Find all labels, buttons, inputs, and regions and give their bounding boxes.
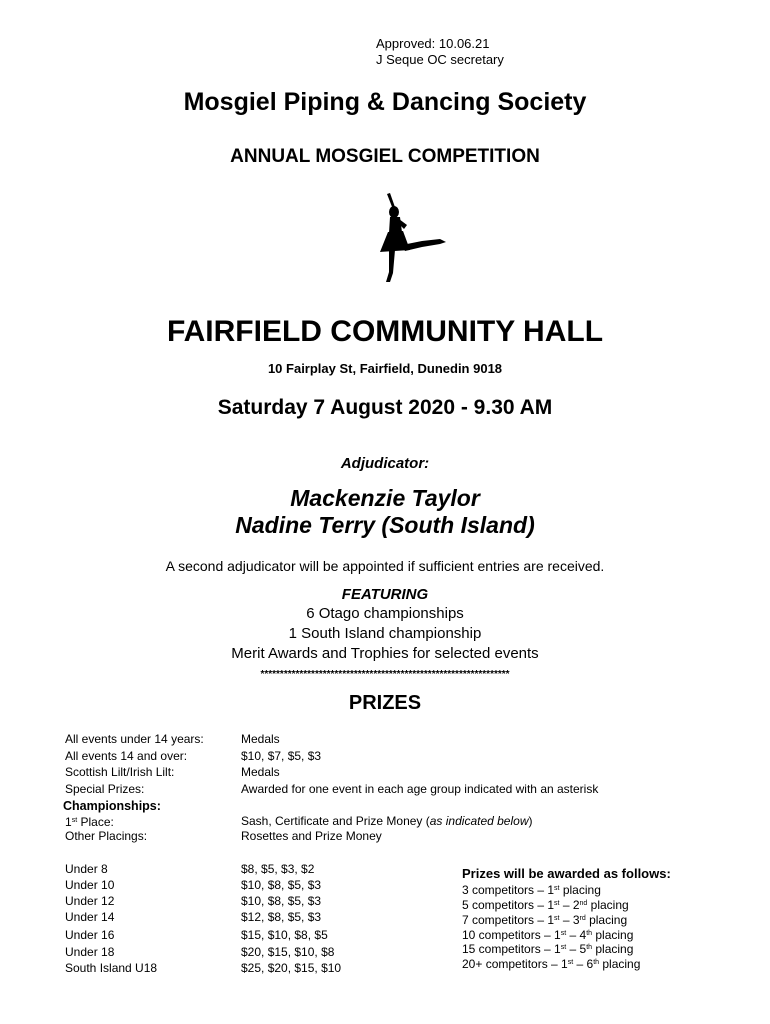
- highland-dancer-silhouette: [360, 188, 450, 286]
- age-group-label: Under 8: [65, 862, 108, 876]
- age-group-prizes: $20, $15, $10, $8: [241, 945, 335, 959]
- award-rule: 3 competitors – 1st placing: [462, 883, 601, 897]
- prize-value: Medals: [241, 732, 280, 746]
- featuring-heading: FEATURING: [341, 586, 429, 603]
- adjudicator-name: Mackenzie Taylor: [290, 485, 480, 511]
- venue-hall: FAIRFIELD COMMUNITY HALL: [166, 315, 604, 348]
- age-group-label: Under 12: [65, 894, 115, 908]
- award-rules-heading: Prizes will be awarded as follows:: [462, 866, 671, 881]
- prize-value: Medals: [241, 765, 280, 779]
- age-group-prizes: $10, $8, $5, $3: [241, 878, 322, 892]
- event-date: Saturday 7 August 2020 - 9.30 AM: [217, 396, 553, 419]
- prize-label: All events 14 and over:: [65, 749, 188, 763]
- adjudicator-name: Nadine Terry (South Island): [235, 512, 535, 538]
- competition-title: ANNUAL MOSGIEL COMPETITION: [230, 146, 540, 167]
- award-rule: 10 competitors – 1st – 4th placing: [462, 928, 634, 942]
- award-rule: 7 competitors – 1st – 3rd placing: [462, 913, 628, 927]
- age-group-prizes: $15, $10, $8, $5: [241, 928, 328, 942]
- age-group-label: Under 10: [65, 878, 115, 892]
- age-group-prizes: $25, $20, $15, $10: [241, 961, 342, 975]
- prize-label: All events under 14 years:: [65, 732, 204, 746]
- prize-label: Scottish Lilt/Irish Lilt:: [65, 765, 175, 779]
- featuring-line: Merit Awards and Trophies for selected events: [231, 645, 539, 662]
- approval-date: Approved: 10.06.21: [376, 36, 490, 51]
- award-rule: 15 competitors – 1st – 5th placing: [462, 942, 634, 956]
- prize-label: Special Prizes:: [65, 782, 145, 796]
- championships-heading: Championships:: [63, 799, 161, 813]
- approval-note: [376, 36, 504, 68]
- age-group-label: Under 16: [65, 928, 115, 942]
- prize-value: $10, $7, $5, $3: [241, 749, 322, 763]
- society-title: Mosgiel Piping & Dancing Society: [183, 88, 587, 116]
- venue-address: 10 Fairplay St, Fairfield, Dunedin 9018: [267, 361, 503, 376]
- age-group-prizes: $10, $8, $5, $3: [241, 894, 322, 908]
- age-group-prizes: $12, $8, $5, $3: [241, 910, 322, 924]
- prize-value: Awarded for one event in each age group indicated with an asterisk: [241, 782, 599, 796]
- featuring-line: 6 Otago championships: [306, 605, 464, 622]
- prizes-heading: PRIZES: [348, 692, 422, 714]
- divider: ****************************************************************: [260, 669, 510, 680]
- age-group-label: Under 18: [65, 945, 115, 959]
- award-rule: 5 competitors – 1st – 2nd placing: [462, 898, 629, 912]
- age-group-prizes: $8, $5, $3, $2: [241, 862, 315, 876]
- prize-label: 1st Place:: [65, 815, 114, 829]
- award-rule: 20+ competitors – 1st – 6th placing: [462, 957, 641, 971]
- prize-value: Sash, Certificate and Prize Money (as indicated below): [241, 814, 533, 828]
- approval-signatory: J Seque OC secretary: [376, 52, 504, 67]
- age-group-label: South Island U18: [65, 961, 158, 975]
- adjudicator-label: Adjudicator:: [340, 455, 430, 472]
- prize-value: Rosettes and Prize Money: [241, 829, 382, 843]
- featuring-line: 1 South Island championship: [288, 625, 482, 642]
- adjudicator-note: A second adjudicator will be appointed if sufficient entries are received.: [165, 558, 605, 574]
- prize-label: Other Placings:: [65, 829, 148, 843]
- age-group-label: Under 14: [65, 910, 115, 924]
